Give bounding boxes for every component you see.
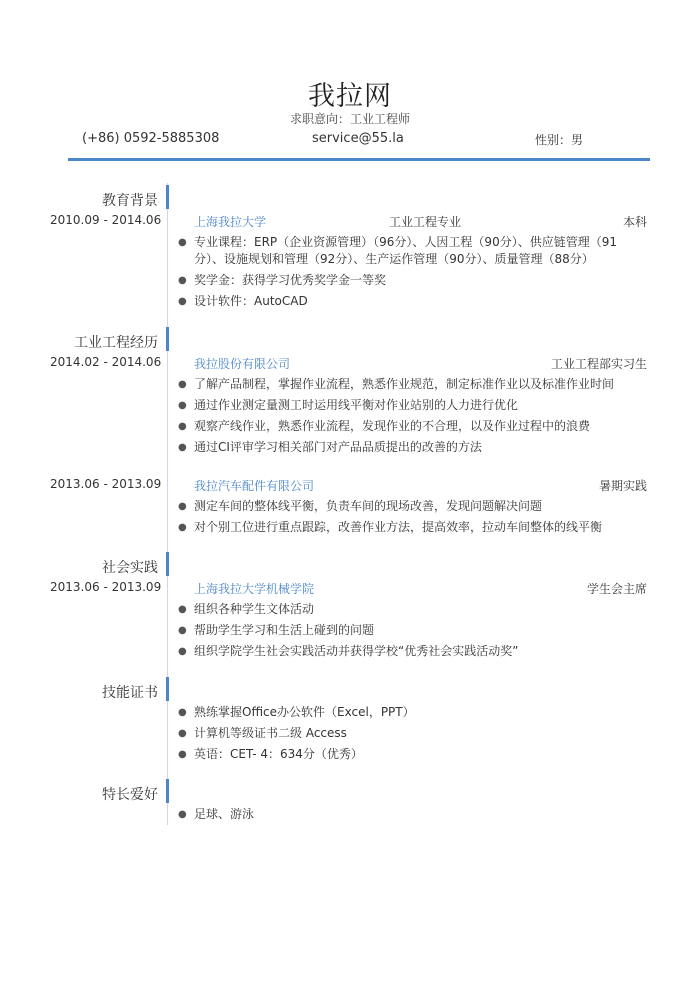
- experience-date: 2013.06 - 2013.09: [50, 477, 162, 491]
- section-title-experience: 工业工程经历: [74, 335, 158, 351]
- bullet-icon: ●: [178, 728, 187, 739]
- bullet-icon: ●: [178, 400, 187, 411]
- bullet-icon: ●: [178, 749, 187, 760]
- bullet-icon: ●: [178, 296, 187, 307]
- section-title-skills: 技能证书: [102, 685, 158, 701]
- practice-org: 上海我拉大学机械学院: [194, 582, 315, 596]
- bullet-icon: ●: [178, 604, 187, 615]
- list-item: ● 通过作业测定量测工时运用线平衡对作业站别的人力进行优化: [178, 398, 519, 412]
- job-intent: 求职意向：工业工程师: [289, 112, 410, 126]
- timeline-line: [167, 183, 168, 825]
- job-role: 暑期实践: [598, 479, 647, 493]
- bullet-icon: ●: [178, 442, 187, 453]
- practice-role: 学生会主席: [586, 582, 647, 596]
- gender: 性别：男: [535, 133, 584, 147]
- resume-name: 我拉网: [308, 81, 392, 112]
- list-item: ● 足球、游泳: [178, 807, 255, 821]
- bullet-icon: ●: [178, 379, 187, 390]
- bullet-icon: ●: [178, 522, 187, 533]
- section-marker: [166, 552, 169, 576]
- job-role: 工业工程部实习生: [550, 357, 647, 371]
- bullet-icon: ●: [178, 707, 187, 718]
- bullet-icon: ●: [178, 625, 187, 636]
- section-marker: [166, 677, 169, 701]
- phone-number: (+86) 0592-5885308: [82, 131, 220, 146]
- section-title-hobbies: 特长爱好: [102, 787, 158, 803]
- section-title-practice: 社会实践: [102, 560, 158, 576]
- experience-date: 2014.02 - 2014.06: [50, 355, 162, 369]
- list-item: ● 对个别工位进行重点跟踪，改善作业方法，提高效率，拉动车间整体的线平衡: [178, 520, 603, 534]
- email-address: service@55.la: [312, 131, 404, 146]
- header-divider: [68, 158, 650, 161]
- major: 工业工程专业: [389, 215, 462, 229]
- section-marker: [166, 779, 169, 803]
- list-item: ● 组织学院学生社会实践活动并获得学校“优秀社会实践活动奖”: [178, 644, 519, 658]
- list-item: ● 奖学金：获得学习优秀奖学金一等奖: [178, 273, 387, 287]
- bullet-icon: ●: [178, 275, 187, 286]
- bullet-icon: ●: [178, 421, 187, 432]
- section-marker: [166, 327, 169, 351]
- practice-date: 2013.06 - 2013.09: [50, 580, 162, 594]
- company-name: 我拉汽车配件有限公司: [194, 479, 315, 493]
- bullet-icon: ●: [178, 809, 187, 820]
- bullet-icon: ●: [178, 646, 187, 657]
- list-item: ● 通过CI评审学习相关部门对产品品质提出的改善的方法: [178, 440, 482, 454]
- company-name: 我拉股份有限公司: [194, 357, 291, 371]
- list-item: ● 测定车间的整体线平衡，负责车间的现场改善，发现问题解决问题: [178, 499, 543, 513]
- school-name: 上海我拉大学: [194, 215, 267, 229]
- list-item: ● 组织各种学生文体活动: [178, 602, 315, 616]
- bullet-icon: ●: [178, 501, 187, 512]
- list-item: ● 设计软件：AutoCAD: [178, 294, 308, 308]
- list-item: ● 专业课程：ERP（企业资源管理）（96分）、人因工程（90分）、供应链管理（91: [178, 235, 617, 249]
- list-item: ● 观察产线作业，熟悉作业流程，发现作业的不合理，以及作业过程中的浪费: [178, 419, 591, 433]
- list-item: ● 帮助学生学习和生活上碰到的问题: [178, 623, 375, 637]
- bullet-icon: ●: [178, 237, 187, 248]
- list-item: ● 计算机等级证书二级 Access: [178, 726, 347, 740]
- section-marker: [166, 185, 169, 209]
- list-item: ● 熟练掌握Office办公软件（Excel，PPT）: [178, 705, 415, 719]
- list-item: ● 了解产品制程，掌握作业流程，熟悉作业规范，制定标准作业以及标准作业时间: [178, 377, 615, 391]
- list-item: ● 英语：CET- 4：634分（优秀）: [178, 747, 363, 761]
- list-item: 分）、设施规划和管理（92分）、生产运作管理（90分）、质量管理（88分）: [194, 252, 594, 266]
- section-title-education: 教育背景: [102, 193, 158, 209]
- education-date: 2010.09 - 2014.06: [50, 213, 162, 227]
- degree: 本科: [622, 215, 647, 229]
